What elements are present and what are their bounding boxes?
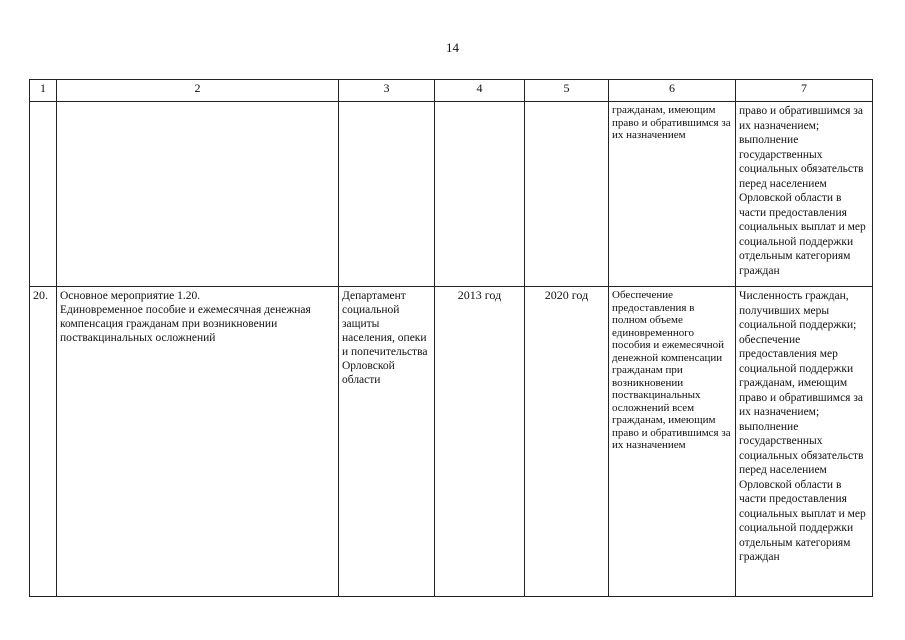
header-col-7: 7	[736, 80, 873, 102]
cell-empty	[57, 102, 339, 287]
activity-description: Единовременное пособие и ежемесячная денежная компенсация гражданам при возникновении поствакцинальных осложнений	[60, 304, 311, 344]
cell-empty	[30, 102, 57, 287]
cell-end-year: 2020 год	[525, 287, 609, 597]
cell-empty	[435, 102, 525, 287]
activity-title: Основное мероприятие 1.20.	[60, 290, 201, 302]
cell-empty	[339, 102, 435, 287]
cell-result-continuation: гражданам, имеющим право и обратившимся за их назначением	[609, 102, 736, 287]
table-row-continuation	[30, 102, 873, 287]
cell-executor: Департамент социальной защиты населения, опеки и попечительства Орловской области	[339, 287, 435, 597]
page-number: 14	[446, 40, 459, 55]
header-col-2: 2	[57, 80, 339, 102]
table-row-20	[30, 287, 873, 597]
cell-result: Обеспечение предоставления в полном объеме единовременного пособия и ежемесячной денежной компенсации гражданам при возникновении поствакцинальных осложнений всем гражданам, имеющим право и обратившимся за их назначением	[609, 287, 736, 597]
header-col-6: 6	[609, 80, 736, 102]
cell-start-year: 2013 год	[435, 287, 525, 597]
cell-activity	[57, 287, 339, 597]
header-col-1: 1	[30, 80, 57, 102]
header-col-3: 3	[339, 80, 435, 102]
header-col-5: 5	[525, 80, 609, 102]
cell-indicators: Численность граждан, получивших меры социальной поддержки; обеспечение предоставления мер социальной поддержки гражданам, имеющим право и обратившимся за их назначением; выполнение государственных социальных обязательств перед населением Орловской области в части предоставления социальных выплат и мер социальной поддержки отдельным категориям граждан	[736, 287, 873, 597]
cell-indicators-continuation: право и обратившимся за их назначением; выполнение государственных социальных обязательств перед населением Орловской области в части предоставления социальных выплат и мер социальной поддержки отдельным категориям граждан	[736, 102, 873, 287]
header-row	[30, 80, 873, 102]
cell-row-number: 20.	[30, 287, 57, 597]
program-table	[29, 79, 873, 597]
cell-empty	[525, 102, 609, 287]
header-col-4: 4	[435, 80, 525, 102]
